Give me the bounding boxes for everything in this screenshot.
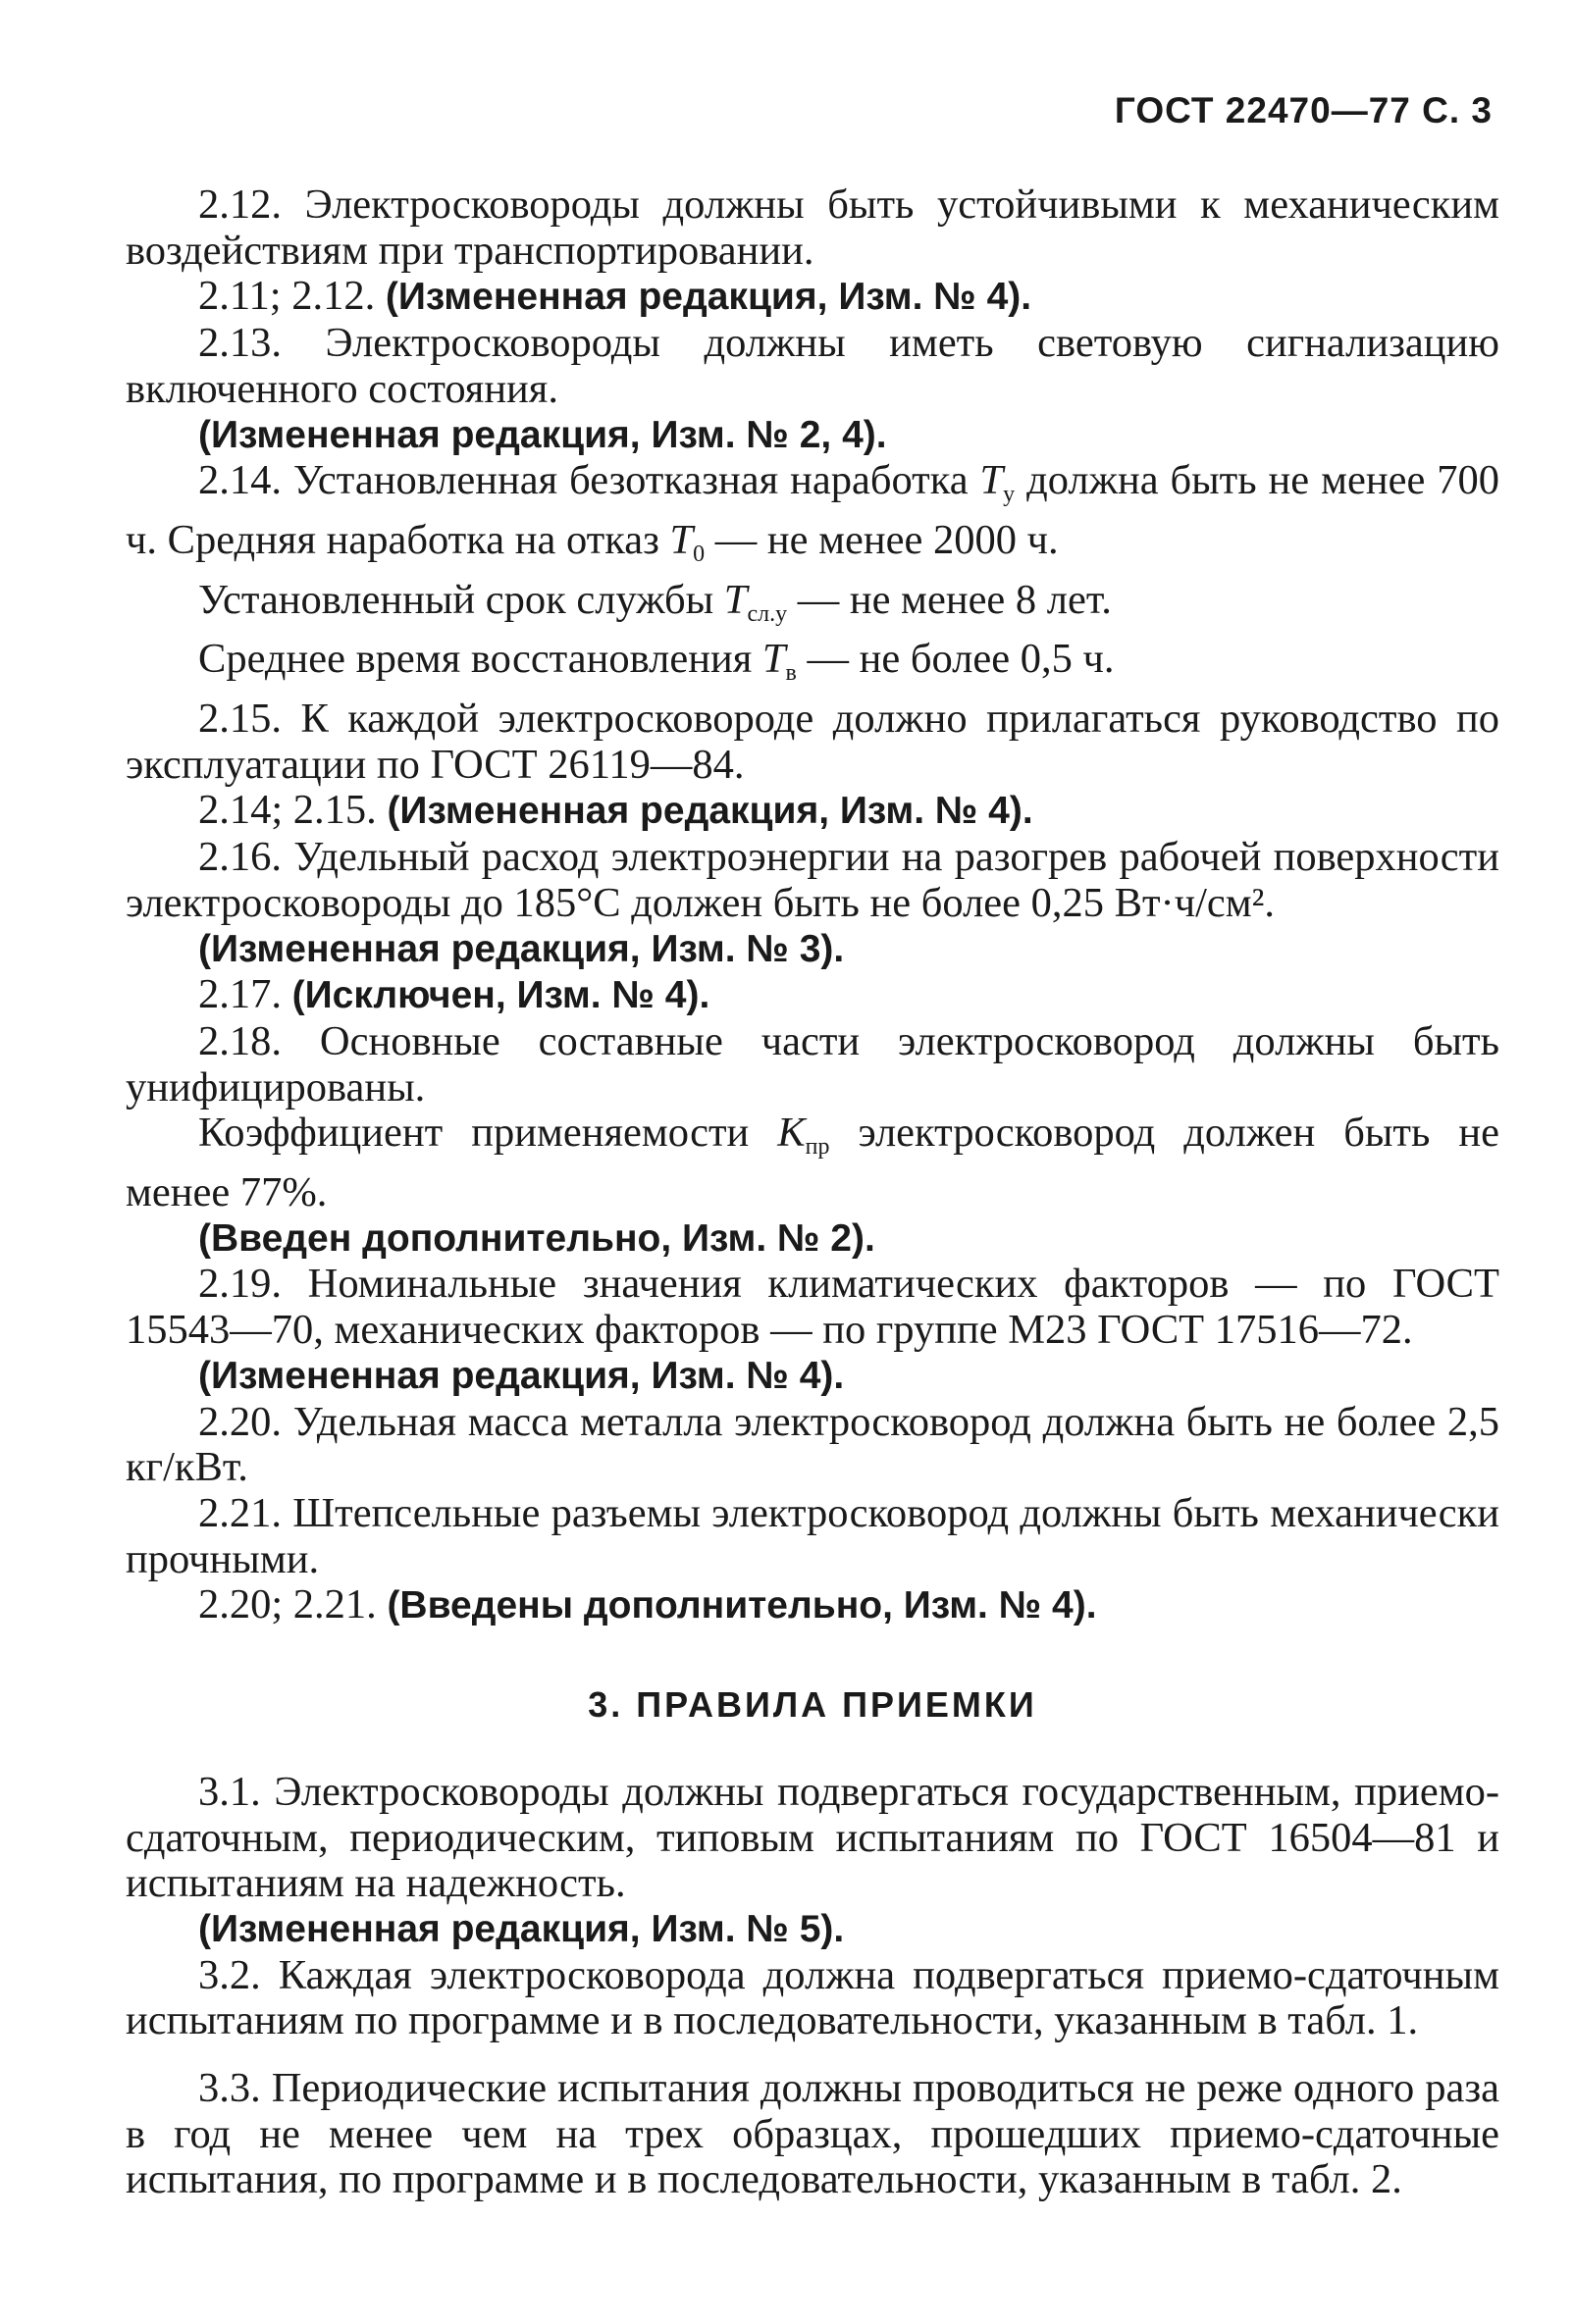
revision-note: (Измененная редакция, Изм. № 4). bbox=[387, 790, 1033, 833]
para-2-15: 2.15. К каждой электросковороде должно прилагаться руководство по эксплуатации по ГОСТ 26119—84. bbox=[126, 696, 1499, 788]
revision-note-5: (Измененная редакция, Изм. № 5). bbox=[198, 1907, 845, 1950]
text-run: Коэффициент применяемости bbox=[198, 1110, 778, 1157]
text-run: 2.14. Установленная безотказная наработка bbox=[198, 457, 980, 504]
symbol-t: T bbox=[723, 576, 748, 623]
para-2-17 bbox=[126, 972, 1499, 1019]
excluded-note: (Исключен, Изм. № 4). bbox=[291, 974, 710, 1017]
para-3-3: 3.3. Периодические испытания должны проводиться не реже одного раза в год не менее чем на трех образцах, прошедших приемо-сдаточные испытания, по программе и в последовательности, указанным в табл. 2. bbox=[126, 2065, 1499, 2203]
page-header: ГОСТ 22470—77 С. 3 bbox=[1114, 90, 1493, 130]
para-3-1: 3.1. Электросковороды должны подвергаться государственным, приемо-сдаточным, периодическим, типовым испытаниям по ГОСТ 16504—81 и испытаниям на надежность. bbox=[126, 1768, 1499, 1907]
subscript: в bbox=[785, 660, 797, 687]
para-3-2: 3.2. Каждая электросковорода должна подвергаться приемо-сдаточным испытаниям по программе и в последовательности, указанным в табл. 1. bbox=[126, 1951, 1499, 2044]
note-prefix: 2.14; 2.15. bbox=[198, 787, 388, 834]
revision-note-3: (Измененная редакция, Изм. № 3). bbox=[198, 927, 845, 970]
para-2-20-2-21-note bbox=[126, 1582, 1499, 1629]
text-run: должна быть не менее 700 ч. Средняя наработка на отказ bbox=[126, 457, 1499, 563]
para-service-life bbox=[126, 578, 1499, 638]
subscript: 0 bbox=[693, 541, 706, 567]
para-recovery-time bbox=[126, 637, 1499, 697]
note-prefix: 2.17. bbox=[198, 971, 292, 1018]
subscript: пр bbox=[805, 1134, 830, 1161]
text-run: — не менее 8 лет. bbox=[787, 576, 1112, 623]
para-2-14-2-15-note bbox=[126, 788, 1499, 835]
para-2-11-2-12-note bbox=[126, 274, 1499, 321]
symbol-t: T bbox=[669, 516, 694, 563]
revision-note-2-4: (Измененная редакция, Изм. № 2, 4). bbox=[198, 413, 887, 456]
para-2-13: 2.13. Электросковороды должны иметь световую сигнализацию включенного состояния. bbox=[126, 320, 1499, 412]
text-run: Среднее время восстановления bbox=[198, 636, 762, 683]
introduced-note-2: (Введен дополнительно, Изм. № 2). bbox=[198, 1216, 875, 1260]
para-2-21: 2.21. Штепсельные разъемы электросковород должны быть механически прочными. bbox=[126, 1489, 1499, 1582]
revision-note-4: (Измененная редакция, Изм. № 4). bbox=[198, 1354, 845, 1397]
para-2-16: 2.16. Удельный расход электроэнергии на разогрев рабочей поверхности электросковороды до 185°С должен быть не более 0,25 Вт·ч/см². bbox=[126, 834, 1499, 926]
note-prefix: 2.11; 2.12. bbox=[198, 273, 386, 320]
symbol-t: T bbox=[979, 457, 1004, 504]
para-2-14 bbox=[126, 458, 1499, 577]
subscript: у bbox=[1003, 482, 1016, 508]
symbol-k: K bbox=[777, 1110, 806, 1157]
text-run: — не более 0,5 ч. bbox=[796, 636, 1115, 683]
text-run: — не менее 2000 ч. bbox=[705, 516, 1059, 563]
para-2-12: 2.12. Электросковороды должны быть устойчивыми к механическим воздействиям при транспортировании. bbox=[126, 181, 1499, 274]
introduced-note: (Введены дополнительно, Изм. № 4). bbox=[387, 1584, 1097, 1627]
document-body bbox=[126, 182, 1499, 2203]
revision-note: (Измененная редакция, Изм. № 4). bbox=[385, 276, 1032, 319]
para-2-18: 2.18. Основные составные части электросковород должны быть унифицированы. bbox=[126, 1017, 1499, 1110]
para-2-20: 2.20. Удельная масса металла электросковород должна быть не более 2,5 кг/кВт. bbox=[126, 1398, 1499, 1491]
symbol-t: T bbox=[761, 636, 786, 683]
para-2-19: 2.19. Номинальные значения климатических факторов — по ГОСТ 15543—70, механических факторов — по группе М23 ГОСТ 17516—72. bbox=[126, 1261, 1499, 1354]
text-run: электросковород должен быть не менее 77%. bbox=[126, 1110, 1499, 1216]
section-heading: 3. ПРАВИЛА ПРИЕМКИ bbox=[588, 1684, 1037, 1726]
para-coefficient bbox=[126, 1110, 1499, 1215]
subscript: сл.у bbox=[747, 600, 788, 627]
text-run: Установленный срок службы bbox=[198, 576, 724, 623]
note-prefix: 2.20; 2.21. bbox=[198, 1581, 388, 1628]
